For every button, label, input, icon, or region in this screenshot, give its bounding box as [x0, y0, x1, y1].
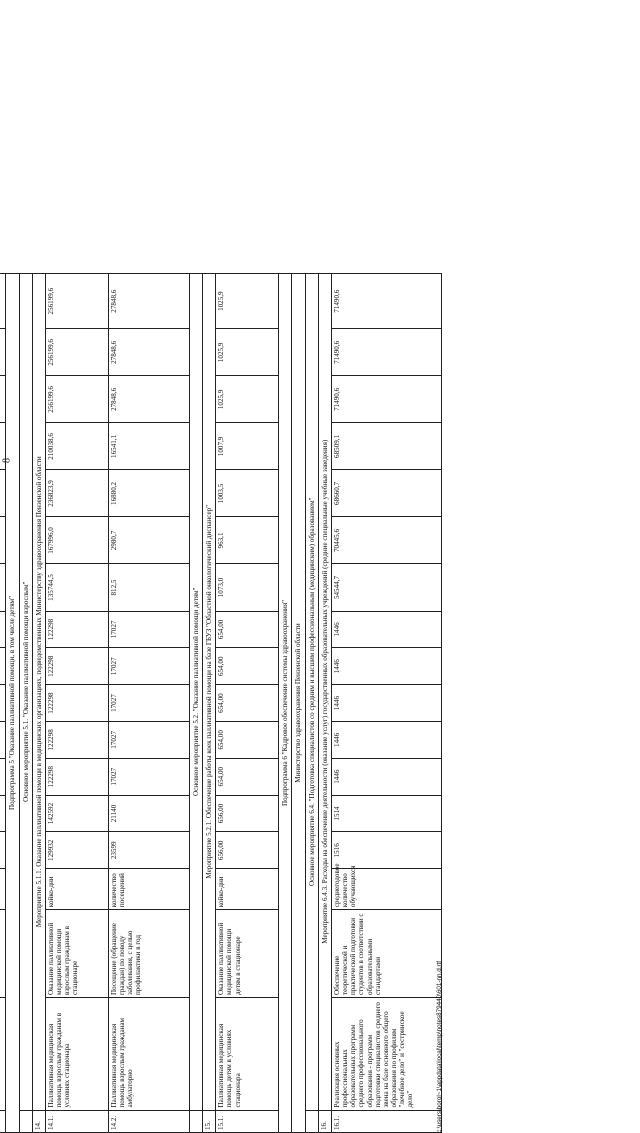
value-cell: 656,00 — [216, 832, 279, 869]
table-row — [45, 274, 108, 1133]
value-cell: 1514 — [331, 795, 441, 832]
value-cell: 1003,5 — [216, 470, 279, 517]
value-cell: 656,00 — [216, 795, 279, 832]
indicator-cell: Оказание паллиативной медицинской помощи взрослым гражданам в стационаре — [45, 910, 108, 998]
value-cell: 256199,6 — [45, 376, 108, 423]
value-cell: 1516 — [331, 832, 441, 869]
row-number: 15.1. — [216, 1110, 279, 1132]
value-cell: 21140 — [108, 795, 189, 832]
value-cell: 17027 — [108, 611, 189, 648]
unit-cell: количество посещений — [108, 869, 189, 910]
value-cell: 23599 — [108, 832, 189, 869]
value-cell: 27848,6 — [108, 274, 189, 329]
program-table — [0, 273, 442, 1133]
blank-cell — [305, 1110, 318, 1132]
value-cell: 654,00 — [216, 758, 279, 795]
value-cell: 1446 — [331, 721, 441, 758]
value-cell: 256199,6 — [45, 329, 108, 376]
unit-cell: койко-дни — [216, 869, 279, 910]
activity-name-cell: Паллиативная медицинская помощь детям в условиях стационара — [216, 998, 279, 1110]
row-number: 14.1. — [45, 1110, 108, 1132]
value-cell: 68660,7 — [331, 470, 441, 517]
value-cell: 16880,2 — [108, 470, 189, 517]
indicator-cell: Посещение (обращение граждан) по поводу заболевания, с целью профилактики в год — [108, 910, 189, 998]
value-cell: 1073,0 — [216, 564, 279, 611]
indicator-cell: Оказание паллиативной медицинской помощи детям в стационаре — [216, 910, 279, 998]
table-row — [216, 274, 279, 1133]
page-number: 8 — [1, 458, 13, 463]
value-cell: 654,00 — [216, 721, 279, 758]
row-number: 14. — [32, 1110, 45, 1132]
activity-5-2-1-title: Мероприятие 5.2.1. Обеспечение работы коек паллиативной помощи на базе ГБУЗ "Областной онкологический диспансер" — [203, 274, 216, 1111]
file-path-footer: c:\users\borol~1\appdata\local\temp\notes879440\601-nn.d.rtf — [436, 960, 443, 1133]
subprogram-6-title: Подпрограмма 6 "Кадровое обеспечение системы здравоохранения" — [279, 274, 292, 1133]
value-cell: 54544,7 — [331, 564, 441, 611]
value-cell: 17027 — [108, 721, 189, 758]
value-cell: 812,5 — [108, 564, 189, 611]
blank-cell — [19, 1110, 32, 1132]
value-cell: 2980,7 — [108, 517, 189, 564]
value-cell: 1025,9 — [216, 376, 279, 423]
unit-cell: койко-дни — [45, 869, 108, 910]
value-cell: 122298 — [45, 685, 108, 722]
table-row — [108, 274, 189, 1133]
table-row — [331, 274, 441, 1133]
row-number: 15. — [203, 1110, 216, 1132]
subprogram-5-title: Подпрограмма 5 "Оказание паллиативной помощи, в том числе детям" — [6, 274, 19, 1133]
ministry-title: Министерство здравоохранения Пензенской области — [292, 274, 305, 1133]
activity-name-cell: Паллиативная медицинская помощь взрослым гражданам амбулаторно — [108, 998, 189, 1110]
value-cell: 142592 — [45, 795, 108, 832]
unit-cell: среднегодовое количество обучающихся — [331, 869, 441, 910]
value-cell: 122298 — [45, 648, 108, 685]
main-activity-6-4-title: Основное мероприятие 6.4. "Подготовка специалистов со средним и высшим профессиональным (медицинским) образованием" — [305, 274, 318, 1111]
value-cell: 1446 — [331, 685, 441, 722]
value-cell: 963,1 — [216, 517, 279, 564]
main-activity-5-2-title: Основное мероприятие 5.2. "Оказание паллиативной помощи детям" — [189, 274, 202, 1111]
value-cell: 71490,6 — [331, 329, 441, 376]
value-cell: 122298 — [45, 758, 108, 795]
value-cell: 71490,6 — [331, 376, 441, 423]
value-cell: 17027 — [108, 685, 189, 722]
value-cell: 1007,9 — [216, 423, 279, 470]
value-cell: 17027 — [108, 648, 189, 685]
value-cell: 167996,0 — [45, 517, 108, 564]
value-cell: 129932 — [45, 832, 108, 869]
value-cell: 122298 — [45, 721, 108, 758]
row-number: 16.1. — [331, 1110, 441, 1132]
value-cell: 654,00 — [216, 611, 279, 648]
value-cell: 1025,9 — [216, 329, 279, 376]
value-cell: 16541,1 — [108, 423, 189, 470]
value-cell: 654,00 — [216, 685, 279, 722]
value-cell: 70445,6 — [331, 517, 441, 564]
value-cell: 135744,5 — [45, 564, 108, 611]
activity-5-1-1-title: Мероприятие 5.1.1. Оказание паллиативной помощи в медицинских организациях, подведомственных Министерству здравоохранения Пензенской области — [32, 274, 45, 1111]
activity-6-4-3-title: Мероприятие 6.4.3. Расходы на обеспечение деятельности (оказание услуг) государственных образовательных учреждений (средние специальные учебные заведения) — [318, 274, 331, 1111]
value-cell: 122298 — [45, 611, 108, 648]
value-cell: 1025,9 — [216, 274, 279, 329]
rotated-document — [0, 273, 443, 1133]
activity-name-cell: Паллиативная медицинская помощь взрослым гражданам в условиях стационара — [45, 998, 108, 1110]
row-number: 14.2. — [108, 1110, 189, 1132]
value-cell: 236823,9 — [45, 470, 108, 517]
value-cell: 1446 — [331, 611, 441, 648]
value-cell: 71490,6 — [331, 274, 441, 329]
value-cell: 1446 — [331, 758, 441, 795]
indicator-cell: Обеспечение теоретической и практической подготовки студентов в соответствии с образовательными стандартами — [331, 910, 441, 998]
value-cell: 27848,6 — [108, 376, 189, 423]
value-cell: 210038,6 — [45, 423, 108, 470]
value-cell: 1446 — [331, 648, 441, 685]
blank-cell — [189, 1110, 202, 1132]
value-cell: 17027 — [108, 758, 189, 795]
value-cell: 256199,6 — [45, 274, 108, 329]
value-cell: 654,00 — [216, 648, 279, 685]
row-number: 16. — [318, 1110, 331, 1132]
main-activity-5-1-title: Основное мероприятие 5.1. "Оказание паллиативной помощи взрослым" — [19, 274, 32, 1111]
activity-name-cell: Реализация основных профессиональных образовательных программ среднего профессионального образования - программ подготовки специалистов среднего звена на базе основного общего образования по профилям "лечебное дело" и "сестринское дело" — [331, 998, 441, 1110]
value-cell: 68509,1 — [331, 423, 441, 470]
value-cell: 27848,6 — [108, 329, 189, 376]
